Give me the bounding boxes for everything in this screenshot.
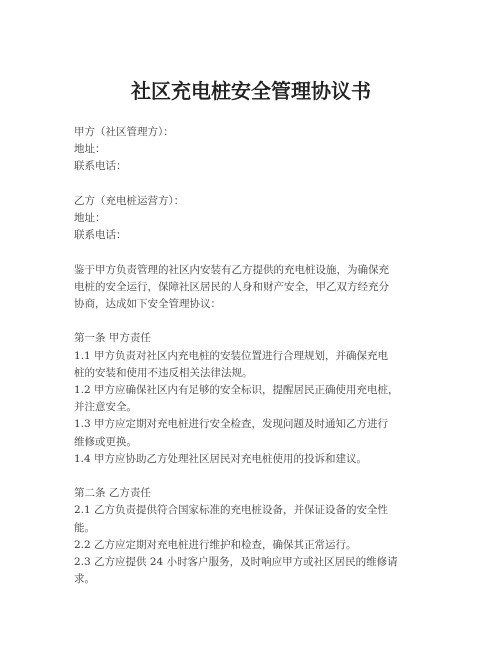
party-a-phone: 联系电话：: [74, 160, 127, 173]
preamble-line: 协商，达成如下安全管理协议：: [74, 298, 221, 310]
article-2-line: 能。: [74, 521, 95, 534]
preamble-line: 电桩的安全运行，保障社区居民的人身和财产安全，甲乙双方经充分: [74, 280, 389, 293]
party-b-address: 地址：: [74, 212, 106, 224]
preamble-paragraph: [74, 262, 440, 314]
document-title: 社区充电桩安全管理协议书: [131, 79, 371, 103]
article-1-line: 桩的安装和使用不违反相关法律法规。: [74, 366, 253, 379]
article-2-heading: 第二条 乙方责任: [74, 487, 151, 500]
document-body: [74, 124, 440, 588]
article-2-line: 2.1 乙方负责提供符合国家标准的充电桩设备，并保证设备的安全性: [74, 504, 389, 517]
article-1-line: 1.2 甲方应确保社区内有足够的安全标识，提醒居民正确使用充电桩，: [74, 384, 399, 396]
party-b-phone: 联系电话：: [74, 229, 127, 242]
article-1-line: 1.3 甲方应定期对充电桩进行安全检查，发现问题及时通知乙方进行: [74, 418, 389, 431]
article-2-line: 求。: [74, 573, 95, 586]
spacer: [74, 244, 440, 261]
article-2-section: [74, 485, 440, 588]
article-1-line: 维修或更换。: [74, 435, 137, 448]
party-a-section: [74, 124, 440, 176]
party-b-heading: 乙方（充电桩运营方）：: [74, 194, 185, 207]
article-1-line: 并注意安全。: [74, 401, 137, 414]
spacer: [74, 468, 440, 485]
party-a-address: 地址：: [74, 143, 106, 156]
article-2-line: 2.2 乙方应定期对充电桩进行维护和检查，确保其正常运行。: [74, 538, 357, 551]
preamble-line: 鉴于甲方负责管理的社区内安装有乙方提供的充电桩设施，为确保充: [74, 263, 389, 276]
article-1-heading: 第一条 甲方责任: [74, 332, 151, 345]
article-1-line: 1.1 甲方负责对社区内充电桩的安装位置进行合理规划，并确保充电: [74, 349, 389, 362]
spacer: [74, 313, 440, 330]
party-a-heading: 甲方（社区管理方）：: [74, 126, 174, 138]
article-1-section: [74, 330, 440, 468]
party-b-section: [74, 193, 440, 245]
article-2-line: 2.3 乙方应提供 24 小时客户服务，及时响应甲方或社区居民的维修请: [74, 556, 398, 569]
article-1-line: 1.4 甲方应协助乙方处理社区居民对充电桩使用的投诉和建议。: [74, 452, 368, 465]
spacer: [74, 176, 440, 193]
